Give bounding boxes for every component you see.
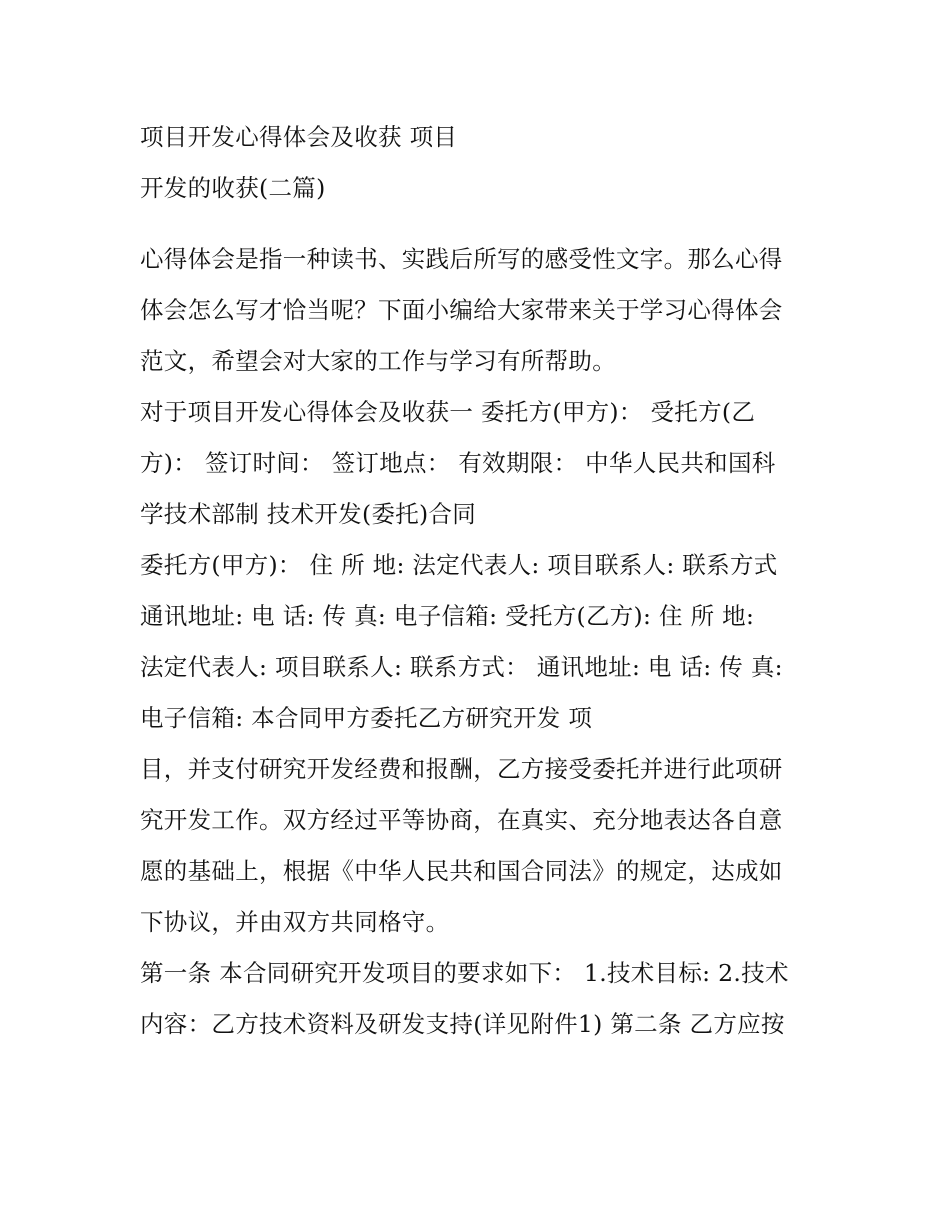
document-body <box>140 234 820 1050</box>
body-line: 究开发工作。双方经过平等协商，在真实、充分地表达各自意 <box>140 806 783 834</box>
body-line: 下协议，并由双方共同格守。 <box>140 908 450 936</box>
body-line: 电子信箱: 本合同甲方委托乙方研究开发 项 <box>140 704 593 732</box>
document-title <box>140 112 820 214</box>
body-line: 内容：乙方技术资料及研发支持(详见附件1) 第二条 乙方应按 <box>140 1010 785 1038</box>
body-line: 委托方(甲方)： 住 所 地: 法定代表人: 项目联系人: 联系方式 <box>140 551 778 579</box>
body-line: 方)： 签订时间： 签订地点： 有效期限： 中华人民共和国科 <box>140 449 776 477</box>
title-line: 开发的收获(二篇) <box>140 174 326 202</box>
body-line: 体会怎么写才恰当呢？下面小编给大家带来关于学习心得体会 <box>140 296 783 324</box>
document-page <box>140 112 820 1050</box>
title-line: 项目开发心得体会及收获 项目 <box>140 123 458 151</box>
body-line: 愿的基础上，根据《中华人民共和国合同法》的规定，达成如 <box>140 857 783 885</box>
body-line: 对于项目开发心得体会及收获一 委托方(甲方)： 受托方(乙 <box>140 398 756 426</box>
body-line: 学技术部制 技术开发(委托)合同 <box>140 500 477 528</box>
body-line: 通讯地址: 电 话: 传 真: 电子信箱: 受托方(乙方): 住 所 地: <box>140 602 755 630</box>
body-line: 心得体会是指一种读书、实践后所写的感受性文字。那么心得 <box>140 245 783 273</box>
body-line: 范文，希望会对大家的工作与学习有所帮助。 <box>140 347 616 375</box>
body-line: 目，并支付研究开发经费和报酬，乙方接受委托并进行此项研 <box>140 755 783 783</box>
body-line: 法定代表人: 项目联系人: 联系方式： 通讯地址: 电 话: 传 真: <box>140 653 783 681</box>
body-line: 第一条 本合同研究开发项目的要求如下： 1.技术目标: 2.技术 <box>140 959 789 987</box>
